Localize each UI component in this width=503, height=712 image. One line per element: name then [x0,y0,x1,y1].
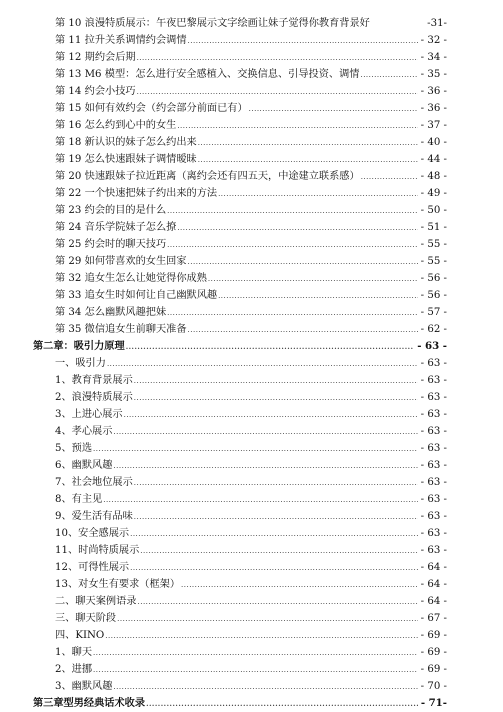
toc-dot-leader [208,271,418,288]
toc-dot-leader [134,475,418,492]
toc-entry[interactable] [0,270,447,287]
toc-dot-leader [167,237,418,254]
toc-page-number: - 55 - [420,256,447,267]
toc-page-number: - 69 - [420,630,447,641]
toc-page-number: - 34 - [420,52,447,63]
toc-entry[interactable] [0,525,447,542]
toc-page-number: - 69 - [420,664,447,675]
toc-dot-leader [218,186,418,203]
toc-page-number: - 64 - [420,579,447,590]
toc-dot-leader [137,84,418,101]
toc-entry-title: 第 12 期约会后期 [55,52,136,63]
toc-entry[interactable] [0,508,447,525]
toc-page-number: - 63 - [420,443,447,454]
toc-entry[interactable] [0,15,447,32]
toc-page-number: - 49 - [420,188,447,199]
toc-page-number: - 32 - [420,35,447,46]
toc-entry[interactable] [0,287,447,304]
toc-dot-leader [130,526,418,543]
toc-entry-title: 第 34 怎么幽默风趣把妹 [55,307,167,318]
toc-page-number: - 48 - [420,171,447,182]
toc-entry[interactable] [0,185,447,202]
toc-entry[interactable] [0,117,447,134]
table-of-contents [0,15,503,712]
toc-entry[interactable] [0,440,447,457]
toc-dot-leader [177,220,417,237]
toc-entry-title: 二、聊天案例语录 [55,596,137,607]
toc-entry[interactable] [0,474,447,491]
toc-dot-leader [113,679,417,696]
toc-dot-leader [130,560,418,577]
toc-dot-leader [198,152,418,169]
toc-entry-title: 10、安全感展示 [55,528,130,539]
toc-entry-title: 11、时尚特质展示 [55,545,140,556]
toc-page-number: - 64 - [420,562,447,573]
toc-dot-leader [93,441,418,458]
toc-page-number: - 63 - [420,477,447,488]
toc-entry[interactable] [0,236,447,253]
toc-entry-title: 第 14 约会小技巧 [55,86,136,97]
toc-page-number: - 51 - [420,222,447,233]
toc-entry-title: 13、对女生有要求（框架） [55,579,181,590]
toc-entry[interactable] [0,49,447,66]
toc-entry-title: 3、上进心展示 [55,409,123,420]
toc-entry[interactable] [0,304,447,321]
toc-entry-title: 第 20 快速跟妹子拉近距离（离约会还有四五天，中途建立联系感） [55,171,360,182]
toc-entry[interactable] [0,219,447,236]
toc-entry-title: 一、吸引力 [55,358,106,369]
toc-entry-title: 第 15 如何有效约会（约会部分前面已有） [55,103,248,114]
toc-page-number: - 35 - [420,69,447,80]
toc-entry-title: 12、可得性展示 [55,562,130,573]
toc-entry-title: 第 29 如何带喜欢的女生回家 [55,256,187,267]
toc-chapter-entry[interactable] [0,695,447,712]
toc-entry[interactable] [0,372,447,389]
toc-entry[interactable] [0,457,447,474]
toc-entry-title: 三、聊天阶段 [55,613,117,624]
toc-entry-title: 第 24 音乐学院妹子怎么撩 [55,222,177,233]
toc-entry-title: 第 10 浪漫特质展示：午夜巴黎展示文字绘画让妹子觉得你教育背景好 [55,18,370,29]
toc-dot-leader [117,611,418,628]
toc-entry-title: 第 33 追女生时如何让自己幽默风趣 [55,290,218,301]
toc-entry[interactable] [0,66,447,83]
toc-page-number: - 63 - [420,358,447,369]
toc-entry-title: 第 18 新认识的妹子怎么约出来 [55,137,197,148]
toc-entry-title: 第 35 微信追女生前聊天准备 [55,324,187,335]
toc-entry-title: 5、预选 [55,443,93,454]
toc-entry-title: 1、教育背景展示 [55,375,133,386]
toc-dot-leader [138,594,418,611]
toc-page-number: - 55 - [420,239,447,250]
toc-page-number: - 63 - [420,528,447,539]
toc-entry[interactable] [0,406,447,423]
toc-page-number: - 56 - [420,290,447,301]
toc-page-number: - 63 - [420,460,447,471]
toc-page-number: - 36 - [420,86,447,97]
toc-entry-title: 第 11 拉升关系调情约会调情 [55,35,187,46]
toc-entry[interactable] [0,593,447,610]
toc-dot-leader [140,543,417,560]
toc-entry[interactable] [0,168,447,185]
toc-entry[interactable] [0,32,447,49]
toc-entry[interactable] [0,151,447,168]
toc-page-number: - 63 - [420,511,447,522]
toc-page-number: - 44 - [420,154,447,165]
toc-entry[interactable] [0,610,447,627]
toc-entry[interactable] [0,389,447,406]
toc-dot-leader [177,118,417,135]
toc-entry-title: 四、KINO [55,630,105,641]
toc-dot-leader [134,373,418,390]
toc-entry-title: 第 16 怎么约到心中的女生 [55,120,177,131]
toc-entry[interactable] [0,644,447,661]
toc-entry[interactable] [0,678,447,695]
toc-entry[interactable] [0,83,447,100]
toc-page-number: - 64 - [420,596,447,607]
toc-entry[interactable] [0,202,447,219]
toc-entry[interactable] [0,253,447,270]
toc-dot-leader [126,338,415,355]
toc-entry[interactable] [0,355,447,372]
toc-dot-leader [361,169,418,186]
toc-page-number: - 50 - [420,205,447,216]
toc-entry-title: 9、爱生活有品味 [55,511,133,522]
toc-dot-leader [360,67,417,84]
toc-dot-leader [188,254,418,271]
toc-page-number: - 36 - [420,103,447,114]
toc-dot-leader [107,356,418,373]
toc-page-number: - 63 - [420,409,447,420]
toc-entry-title: 第三章型男经典话术收录 [33,697,146,709]
toc-page-number: - 63 - [420,392,447,403]
toc-dot-leader [134,509,418,526]
toc-page-number: - 70 - [420,681,447,692]
toc-entry-title: 4、孝心展示 [55,426,113,437]
toc-dot-leader [113,424,417,441]
toc-entry[interactable] [0,576,447,593]
toc-dot-leader [124,407,418,424]
toc-dot-leader [249,101,418,118]
toc-entry[interactable] [0,542,447,559]
toc-dot-leader [218,288,418,305]
toc-entry-title: 7、社会地位展示 [55,477,133,488]
toc-entry[interactable] [0,491,447,508]
toc-dot-leader [93,662,418,679]
toc-page-number: - 40 - [420,137,447,148]
toc-chapter-entry[interactable] [0,338,447,355]
toc-dot-leader [181,577,418,594]
toc-entry[interactable] [0,661,447,678]
toc-page-number: -31- [427,18,447,29]
toc-page-number: - 63 - [420,494,447,505]
toc-dot-leader [105,628,417,645]
toc-entry-title: 1、聊天 [55,647,93,658]
toc-dot-leader [93,645,418,662]
toc-page-number: - 63 - [420,426,447,437]
toc-entry-title: 第二章：吸引力原理 [33,340,125,352]
toc-dot-leader [167,203,418,220]
toc-dot-leader [113,458,417,475]
toc-dot-leader [188,33,418,50]
toc-entry-title: 第 32 追女生怎么让她觉得你成熟 [55,273,207,284]
toc-entry-title: 第 22 一个快速把妹子约出来的方法 [55,188,218,199]
toc-entry[interactable] [0,134,447,151]
toc-entry-title: 第 13 M6 模型：怎么进行安全感植入、交换信息、引导投资、调情 [55,69,360,80]
toc-entry[interactable] [0,559,447,576]
toc-entry[interactable] [0,423,447,440]
toc-dot-leader [137,50,418,67]
toc-entry[interactable] [0,627,447,644]
toc-page-number: - 56 - [420,273,447,284]
toc-page-number: - 57 - [420,307,447,318]
toc-entry[interactable] [0,100,447,117]
toc-entry-title: 第 23 约会的目的是什么 [55,205,167,216]
toc-page-number: - 69 - [420,647,447,658]
toc-entry-title: 第 19 怎么快速跟妹子调情暧昧 [55,154,197,165]
toc-page-number: - 63 - [420,545,447,556]
toc-page-number: - 37 - [420,120,447,131]
toc-page-number: - 62 - [420,324,447,335]
toc-page-number: - 67 - [420,613,447,624]
toc-entry-title: 2、浪漫特质展示 [55,392,133,403]
toc-page-number: - 63 - [420,375,447,386]
toc-dot-leader [103,492,417,509]
toc-entry-title: 第 25 约会时的聊天技巧 [55,239,167,250]
toc-entry-title: 6、幽默风趣 [55,460,113,471]
toc-entry-title: 2、进挪 [55,664,93,675]
toc-dot-leader [198,135,418,152]
toc-entry[interactable] [0,321,447,338]
toc-dot-leader [134,390,418,407]
toc-dot-leader [146,695,418,712]
toc-dot-leader [167,305,418,322]
toc-entry-title: 8、有主见 [55,494,103,505]
toc-entry-title: 3、幽默风趣 [55,681,113,692]
toc-page-number: - 71- [420,697,447,709]
toc-page-number: - 63 - [417,340,447,352]
toc-dot-leader [188,322,418,339]
